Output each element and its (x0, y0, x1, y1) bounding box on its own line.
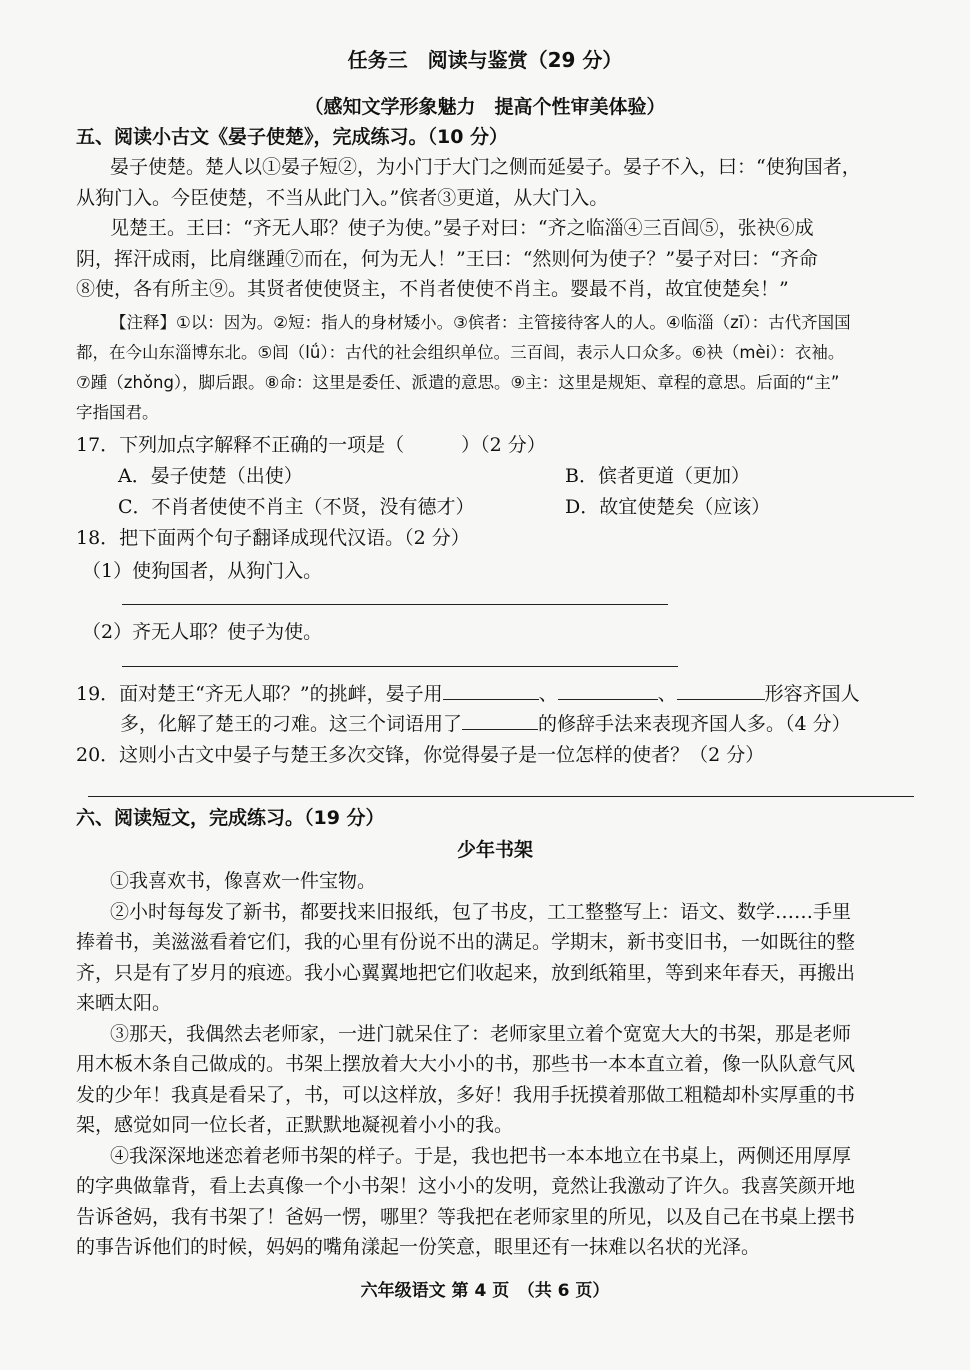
article-line: ③那天，我偶然去老师家，一进门就呆住了：老师家里立着个宽宽大大的书架，那是老师 (110, 1023, 852, 1045)
separator: 、 (538, 683, 558, 705)
annotation-line: 【注释】①以：因为。②短：指人的身材矮小。③傧者：主管接待客人的人。④临淄（zī）：古代齐国国 (110, 313, 851, 332)
section5-heading: 五、阅读小古文《晏子使楚》，完成练习。（10 分） (76, 126, 509, 148)
question-18: 18．把下面两个句子翻译成现代汉语。（2 分） (76, 527, 470, 549)
option-a: A．晏子使楚（出使） (118, 465, 303, 487)
passage-line: 从狗门入。今臣使楚，不当从此门入。”傧者③更道，从大门入。 (76, 187, 609, 209)
q19-text: 19．面对楚王“齐无人耶？”的挑衅，晏子用 (76, 683, 443, 705)
article-line: ②小时每每发了新书，都要找来旧报纸，包了书皮，工工整整写上：语文、数学……手里 (110, 901, 852, 923)
passage-line: 阴，挥汗成雨，比肩继踵⑦而在，何为无人！”王曰：“然则何为使子？”晏子对曰：“齐命 (76, 248, 818, 270)
question-19-line-2 (120, 709, 851, 739)
article-line: 架，感觉如同一位长者，正默默地凝视着小小的我。 (76, 1114, 514, 1136)
question-18-sentence-2: （2）齐无人耶？使子为使。 (82, 621, 323, 643)
answer-line[interactable] (122, 604, 668, 605)
task-title: 任务三 阅读与鉴赏（29 分） (347, 48, 623, 72)
question-20: 20．这则小古文中晏子与楚王多次交锋，你觉得晏子是一位怎样的使者？（2 分） (76, 744, 765, 766)
option-b: B．傧者更道（更加） (565, 465, 750, 487)
option-c: C．不肖者使使不肖主（不贤，没有德才） (118, 496, 475, 518)
article-line: 告诉爸妈，我有书架了！爸妈一愣，哪里？等我把在老师家里的所见，以及自己在书桌上摆书 (76, 1206, 856, 1228)
article-line: 发的少年！我真是看呆了，书，可以这样放，多好！我用手抚摸着那做工粗糙却朴实厚重的书 (76, 1084, 856, 1106)
annotation-line: 都，在今山东淄博东北。⑤闾（lǘ）：古代的社会组织单位。三百闾，表示人口众多。⑥袂（mèi）：衣袖。 (76, 343, 845, 362)
article-line: 齐，只是有了岁月的痕迹。我小心翼翼地把它们收起来，放到纸箱里，等到来年春天，再搬出 (76, 962, 856, 984)
section6-heading: 六、阅读短文，完成练习。（19 分） (76, 807, 385, 829)
annotation-line: 字指国君。 (76, 403, 159, 422)
fill-blank[interactable] (462, 711, 538, 730)
annotation-line: ⑦踵（zhǒng），脚后跟。⑧命：这里是委任、派遣的意思。⑨主：这里是规矩、章程的意思。后面的“主” (76, 373, 840, 392)
article-line: 的事告诉他们的时候，妈妈的嘴角漾起一份笑意，眼里还有一抹难以名状的光泽。 (76, 1236, 761, 1258)
passage-line: 见楚王。王曰：“齐无人耶？使子为使。”晏子对曰：“齐之临淄④三百闾⑤，张袂⑥成 (110, 217, 814, 239)
page-footer: 六年级语文 第 4 页 （共 6 页） (360, 1281, 610, 1301)
fill-blank[interactable] (677, 681, 765, 700)
question-17: 17．下列加点字解释不正确的一项是（ ）（2 分） (76, 434, 546, 456)
article-line: 用木板木条自己做成的。书架上摆放着大大小小的书，那些书一本本直立着，像一队队意气风 (76, 1053, 856, 1075)
article-line: 捧着书，美滋滋看着它们，我的心里有份说不出的满足。学期末，新书变旧书，一如既往的整 (76, 931, 856, 953)
passage-line: ⑧使，各有所主⑨。其贤者使使贤主，不肖者使使不肖主。婴最不肖，故宜使楚矣！” (76, 278, 789, 300)
article-line: ①我喜欢书，像喜欢一件宝物。 (110, 870, 377, 892)
passage-line: 晏子使楚。楚人以①晏子短②，为小门于大门之侧而延晏子。晏子不入，曰：“使狗国者， (110, 156, 861, 178)
question-18-sentence-1: （1）使狗国者，从狗门入。 (82, 560, 323, 582)
separator: 、 (657, 683, 677, 705)
article-title: 少年书架 (456, 839, 533, 861)
q19-text: 形容齐国人 (764, 683, 860, 705)
article-line: 来晒太阳。 (76, 992, 172, 1014)
question-19-line-1 (76, 679, 860, 709)
fill-blank[interactable] (443, 681, 539, 700)
answer-line[interactable] (88, 796, 914, 797)
article-line: ④我深深地迷恋着老师书架的样子。于是，我也把书一本本地立在书桌上，两侧还用厚厚 (110, 1145, 852, 1167)
article-line: 的字典做靠背，看上去真像一个小书架！这小小的发明，竟然让我激动了许久。我喜笑颜开地 (76, 1175, 856, 1197)
q19-text: 的修辞手法来表现齐国人多。（4 分） (538, 713, 851, 735)
fill-blank[interactable] (558, 681, 658, 700)
option-d: D．故宜使楚矣（应该） (565, 496, 771, 518)
task-subtitle: （感知文学形象魅力 提高个性审美体验） (304, 96, 666, 118)
answer-line[interactable] (122, 666, 678, 667)
q19-text: 多，化解了楚王的刁难。这三个词语用了 (120, 713, 463, 735)
